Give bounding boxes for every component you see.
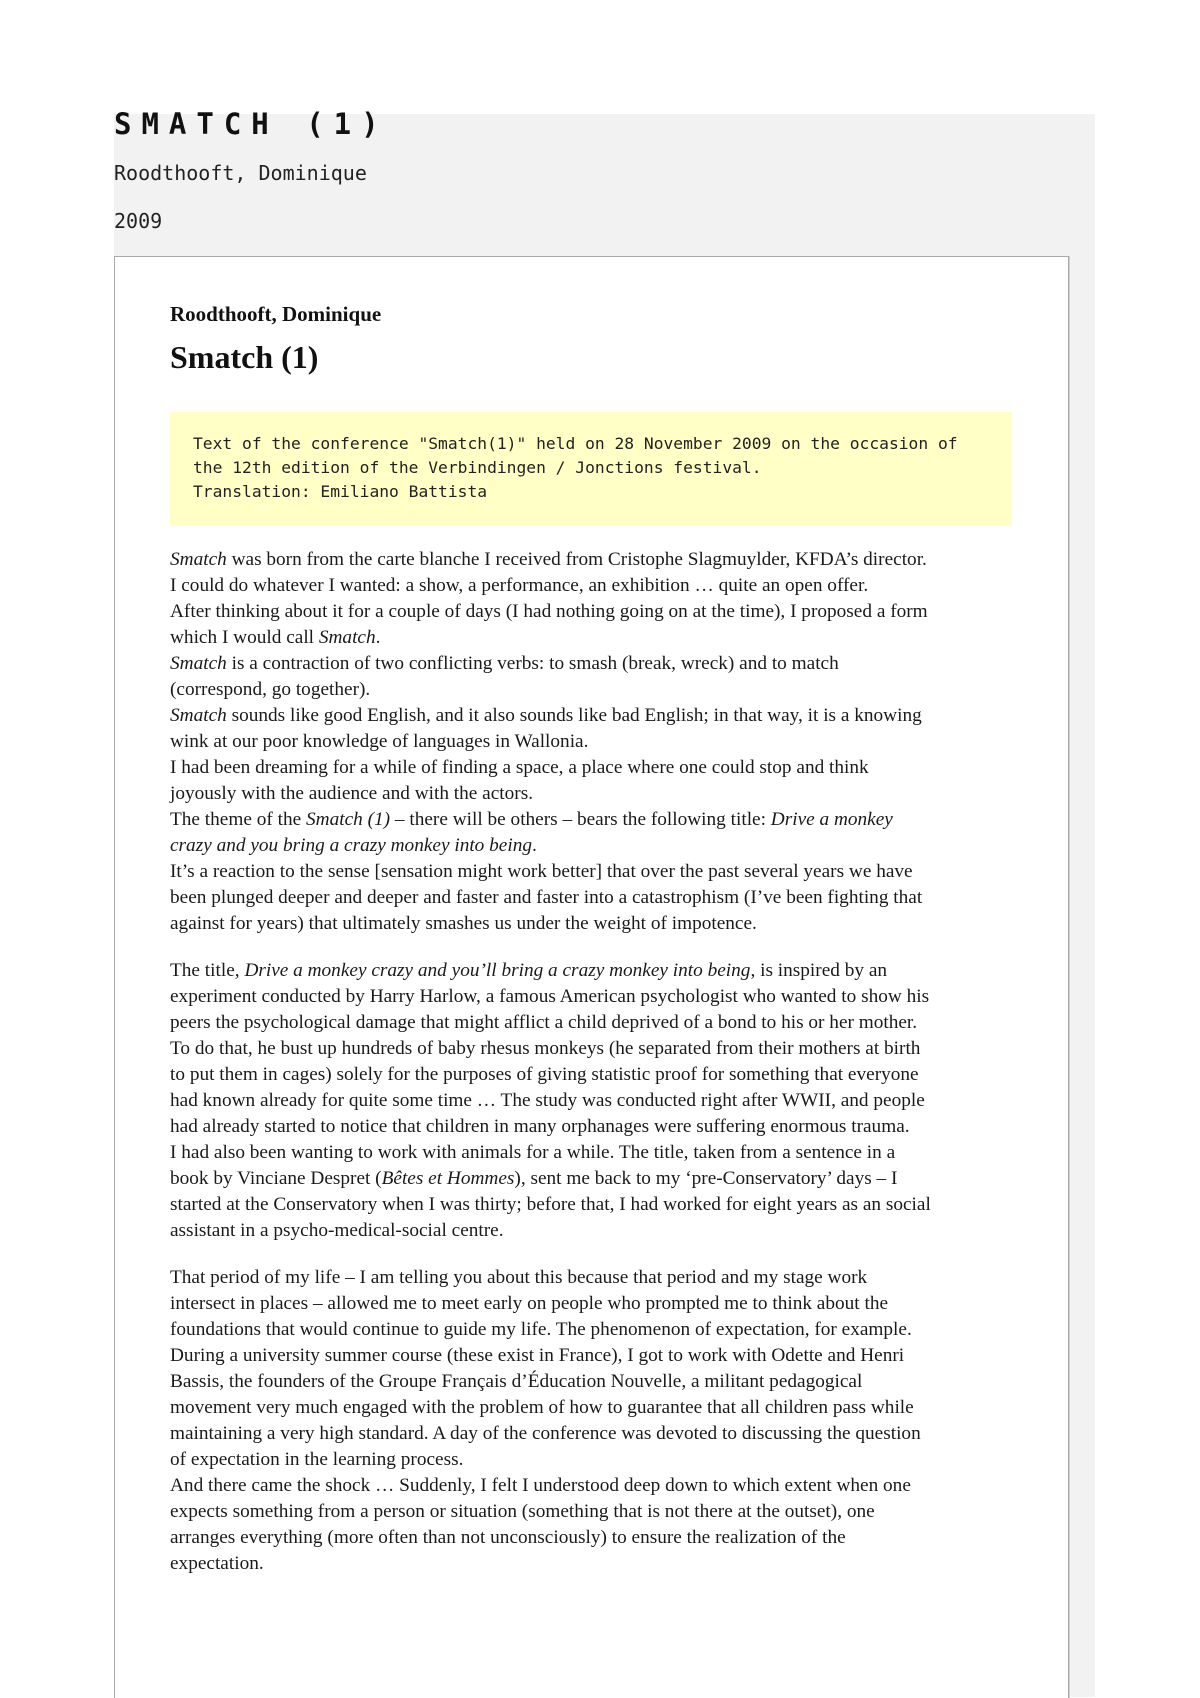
body-paragraph [170, 958, 1012, 1244]
italic-text: Smatch [170, 705, 227, 726]
text-line [170, 859, 1012, 885]
text-line [170, 1395, 1012, 1421]
document-content [170, 301, 1012, 1598]
italic-text: Smatch [318, 627, 376, 648]
text-segment: was born from the carte blanche I received from Cristophe Slagmuylder, KFDA’s director. [226, 549, 927, 570]
text-segment: joyously with the audience and with the actors. [170, 783, 534, 804]
text-segment: against for years) that ultimately smashes us under the weight of impotence. [170, 913, 757, 934]
text-line [170, 573, 1012, 599]
text-line [170, 1343, 1012, 1369]
italic-text: Smatch [170, 653, 227, 674]
text-line [170, 1192, 1012, 1218]
text-line [170, 1265, 1012, 1291]
text-line [170, 833, 1012, 859]
italic-text: crazy and you bring a crazy monkey into being [170, 835, 532, 856]
text-line [170, 1369, 1012, 1395]
text-line [170, 984, 1012, 1010]
text-segment: expects something from a person or situation (something that is not there at the outset), one [170, 1501, 875, 1522]
text-segment: intersect in places – allowed me to meet early on people who prompted me to think about the [170, 1293, 889, 1314]
text-segment: foundations that would continue to guide my life. The phenomenon of expectation, for example. [170, 1319, 912, 1340]
text-line [170, 1525, 1012, 1551]
text-line [170, 1473, 1012, 1499]
note-line: Text of the conference "Smatch(1)" held on 28 November 2009 on the occasion of [193, 434, 958, 453]
text-segment: After thinking about it for a couple of days (I had nothing going on at the time), I proposed a form [170, 601, 928, 622]
text-segment: Bassis, the founders of the Groupe Français d’Éducation Nouvelle, a militant pedagogical [170, 1371, 863, 1392]
text-segment: I could do whatever I wanted: a show, a performance, an exhibition … quite an open offer. [170, 575, 869, 596]
note-line: Translation: Emiliano Battista [193, 482, 488, 501]
text-line [170, 1010, 1012, 1036]
text-segment: had known already for quite some time … The study was conducted right after WWII, and people [170, 1090, 925, 1111]
text-segment: That period of my life – I am telling you about this because that period and my stage work [170, 1267, 868, 1288]
text-line [170, 703, 1012, 729]
text-line [170, 651, 1012, 677]
text-line [170, 1551, 1012, 1577]
text-segment: (correspond, go together). [170, 679, 371, 700]
text-line [170, 1062, 1012, 1088]
header-author: Roodthooft, Dominique [114, 161, 367, 185]
text-segment: expectation. [170, 1553, 264, 1574]
text-segment: peers the psychological damage that might afflict a child deprived of a bond to his or her mother. [170, 1012, 918, 1033]
text-line [170, 1317, 1012, 1343]
text-line [170, 1218, 1012, 1244]
text-segment: sounds like good English, and it also sounds like bad English; in that way, it is a knowing [226, 705, 922, 726]
text-segment: To do that, he bust up hundreds of baby rhesus monkeys (he separated from their mothers at birth [170, 1038, 921, 1059]
text-segment: assistant in a psycho-medical-social centre. [170, 1220, 504, 1241]
text-line [170, 677, 1012, 703]
italic-text: Smatch (1) [306, 809, 391, 830]
italic-text: Smatch [170, 549, 227, 570]
text-segment: started at the Conservatory when I was thirty; before that, I had worked for eight years as an social [170, 1194, 931, 1215]
text-line [170, 599, 1012, 625]
text-line [170, 1088, 1012, 1114]
italic-text: Bêtes et Hommes [381, 1168, 515, 1189]
italic-text: Drive a monkey crazy and you’ll bring a crazy monkey into being [244, 960, 751, 981]
text-line [170, 625, 1012, 651]
text-segment: movement very much engaged with the problem of how to guarantee that all children pass while [170, 1397, 914, 1418]
text-line [170, 781, 1012, 807]
text-segment: I had also been wanting to work with animals for a while. The title, taken from a sentence in a [170, 1142, 896, 1163]
text-segment: wink at our poor knowledge of languages in Wallonia. [170, 731, 589, 752]
text-line [170, 1499, 1012, 1525]
text-segment: . [532, 835, 537, 856]
text-segment: The title, [170, 960, 245, 981]
document-body [170, 547, 1012, 1577]
text-segment: And there came the shock … Suddenly, I felt I understood deep down to which extent when one [170, 1475, 911, 1496]
text-line [170, 1114, 1012, 1140]
text-segment: which I would call [170, 627, 319, 648]
text-segment: maintaining a very high standard. A day of the conference was devoted to discussing the question [170, 1423, 921, 1444]
text-line [170, 729, 1012, 755]
text-segment: of expectation in the learning process. [170, 1449, 464, 1470]
text-line [170, 807, 1012, 833]
text-segment: arranges everything (more often than not unconsciously) to ensure the realization of the [170, 1527, 846, 1548]
document-author: Roodthooft, Dominique [170, 302, 382, 326]
note-line: the 12th edition of the Verbindingen / Jonctions festival. [193, 458, 762, 477]
text-line [170, 1140, 1012, 1166]
document-card [114, 256, 1069, 1698]
header-year: 2009 [114, 209, 163, 233]
translation-note [170, 412, 1012, 526]
document-title: Smatch (1) [170, 339, 319, 375]
text-line [170, 958, 1012, 984]
text-segment: experiment conducted by Harry Harlow, a famous American psychologist who wanted to show his [170, 986, 930, 1007]
text-segment: is a contraction of two conflicting verbs: to smash (break, wreck) and to match [226, 653, 839, 674]
text-line [170, 911, 1012, 937]
text-segment: been plunged deeper and deeper and faster and faster into a catastrophism (I’ve been fighting that [170, 887, 923, 908]
text-line [170, 1291, 1012, 1317]
body-paragraph [170, 547, 1012, 937]
text-line [170, 1447, 1012, 1473]
header-title: SMATCH (1) [114, 107, 389, 141]
text-segment: – there will be others – bears the following title: [390, 809, 771, 830]
text-line [170, 1036, 1012, 1062]
text-segment: During a university summer course (these exist in France), I got to work with Odette and Henri [170, 1345, 905, 1366]
italic-text: Drive a monkey [770, 809, 893, 830]
text-segment: to put them in cages) solely for the purposes of giving statistic proof for something that everyone [170, 1064, 919, 1085]
text-segment: It’s a reaction to the sense [sensation might work better] that over the past several years we have [170, 861, 913, 882]
text-line [170, 547, 1012, 573]
text-segment: , is inspired by an [750, 960, 888, 981]
text-line [170, 755, 1012, 781]
text-segment: I had been dreaming for a while of finding a space, a place where one could stop and think [170, 757, 869, 778]
text-line [170, 1421, 1012, 1447]
text-segment: book by Vinciane Despret ( [170, 1168, 382, 1189]
text-line [170, 1166, 1012, 1192]
text-segment: . [375, 627, 381, 648]
body-paragraph [170, 1265, 1012, 1577]
text-segment: ), sent me back to my ‘pre-Conservatory’ days – I [514, 1168, 898, 1189]
text-line [170, 885, 1012, 911]
text-segment: The theme of the [170, 809, 306, 830]
text-segment: had already started to notice that children in many orphanages were suffering enormous trauma. [170, 1116, 910, 1137]
